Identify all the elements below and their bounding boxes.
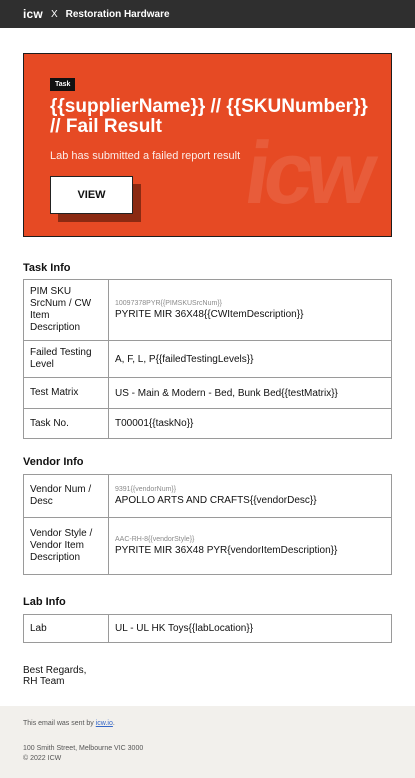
row-sub-value: AAC-RH-8{{vendorStyle}} [115, 536, 195, 543]
task-info-title: Task Info [23, 262, 71, 274]
row-value: US - Main & Modern - Bed, Bunk Bed{{testMatrix}} [109, 378, 392, 409]
row-label: Failed Testing Level [24, 341, 109, 378]
footer-address-block [23, 744, 392, 764]
row-label: Task No. [24, 409, 109, 439]
row-main-value: APOLLO ARTS AND CRAFTS{{vendorDesc}} [115, 495, 317, 506]
header-separator: X [50, 8, 58, 20]
view-button[interactable]: VIEW [50, 176, 133, 214]
sent-by-text [23, 720, 392, 727]
row-sub-value: 9391{{vendorNum}} [115, 486, 177, 493]
hero-title: {{supplierName}} // {{SKUNumber}} // Fail Result [50, 96, 368, 137]
brand-name: Restoration Hardware [65, 8, 170, 20]
icw-logo: icw [23, 7, 43, 21]
vendor-info-title: Vendor Info [23, 456, 84, 468]
table-row [24, 341, 392, 378]
closing [23, 665, 86, 687]
table-row [24, 475, 392, 518]
row-label: Vendor Style / Vendor Item Description [24, 518, 109, 575]
table-row [24, 518, 392, 575]
icw-link[interactable]: icw.io [95, 720, 113, 727]
row-value [109, 280, 392, 341]
row-sub-value: 10097378PYR{{PIMSKUSrcNum}} [115, 300, 223, 307]
row-main-value: PYRITE MIR 36X48{{CWItemDescription}} [115, 309, 304, 320]
table-row [24, 615, 392, 643]
closing-signature: RH Team [23, 676, 65, 687]
email-header [0, 0, 415, 28]
lab-info-title: Lab Info [23, 596, 66, 608]
closing-line: Best Regards, [23, 665, 87, 676]
hero-banner [23, 53, 392, 237]
lab-info-table [23, 614, 392, 643]
row-value: UL - UL HK Toys{{labLocation}} [109, 615, 392, 643]
icw-watermark-icon: icw [239, 123, 377, 222]
row-value [109, 475, 392, 518]
row-label: PIM SKU SrcNum / CW Item Description [24, 280, 109, 341]
row-value: T00001{{taskNo}} [109, 409, 392, 439]
row-label: Lab [24, 615, 109, 643]
sent-by-suffix: . [112, 720, 115, 727]
row-label: Test Matrix [24, 378, 109, 409]
task-tag: Task [50, 78, 75, 91]
row-label: Vendor Num / Desc [24, 475, 109, 518]
table-row [24, 280, 392, 341]
table-row [24, 378, 392, 409]
vendor-info-table [23, 474, 392, 575]
sent-by-prefix: This email was sent by [23, 720, 96, 727]
row-value [109, 518, 392, 575]
email-footer [0, 706, 415, 778]
row-value: A, F, L, P{{failedTestingLevels}} [109, 341, 392, 378]
footer-copyright: © 2022 ICW [23, 755, 62, 762]
hero-subtitle: Lab has submitted a failed report result [50, 150, 241, 162]
row-main-value: PYRITE MIR 36X48 PYR{vendorItemDescription}} [115, 545, 338, 556]
task-info-table [23, 279, 392, 439]
footer-address: 100 Smith Street, Melbourne VIC 3000 [23, 745, 144, 752]
table-row [24, 409, 392, 439]
